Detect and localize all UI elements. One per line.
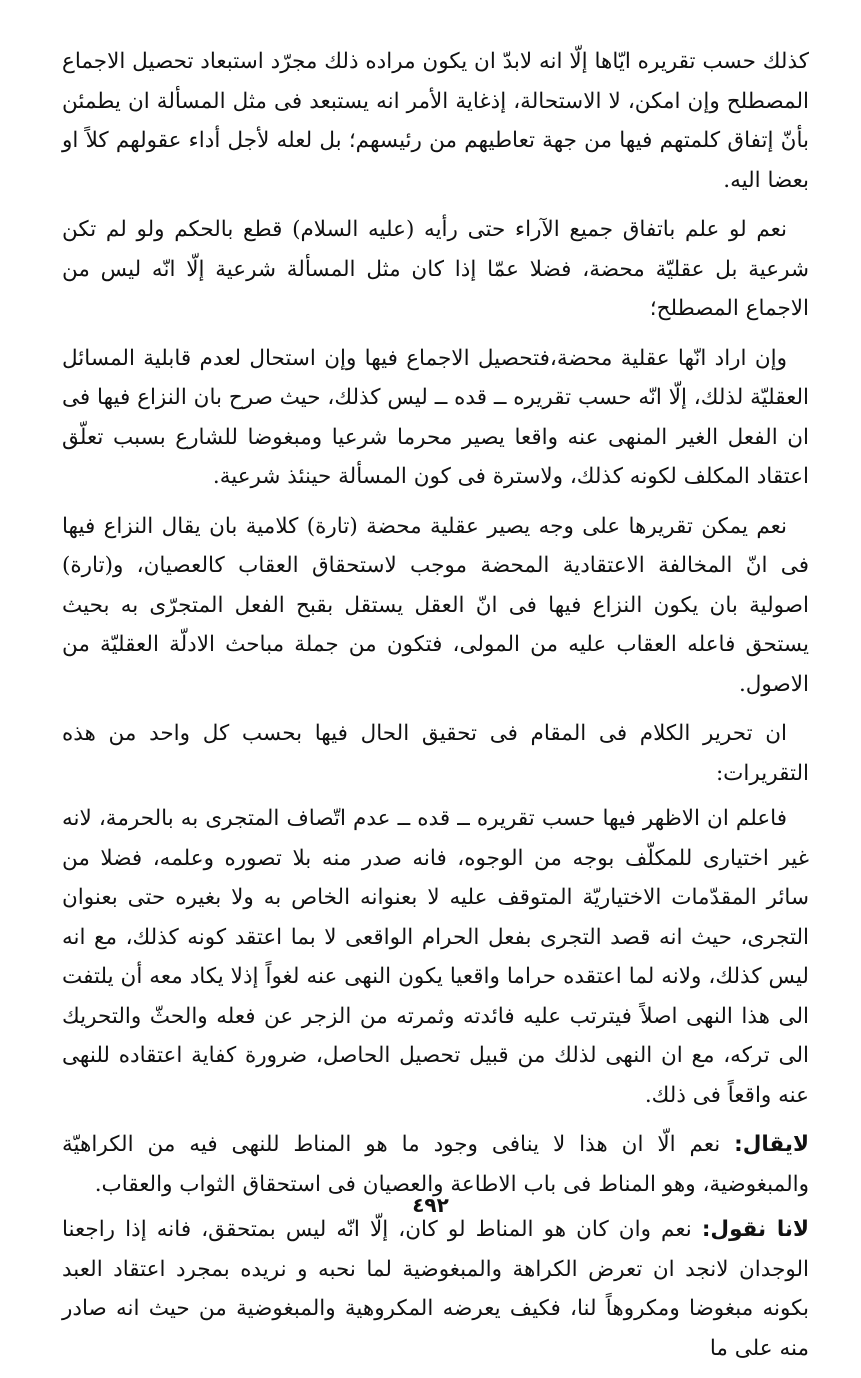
paragraph-1-text: كذلك حسب تقريره ايّاها إلّا انه لابدّ ان يكون مراده ذلك مجرّد استبعاد تحصيل الاجماع المصطلح وإن امكن، لا الاستحالة، إذغاية الأمر انه يستبعد فى مثل المسألة ان يطمئن بأنّ إتفاق كلمتهم فيها من جهة تعاطيهم من رئيسهم؛ بل لعله لأجل أداء عقولهم كلاً او بعضا اليه. — [62, 49, 809, 193]
reply-lead: لانا نقول: — [701, 1217, 809, 1242]
paragraph-8 — [62, 1210, 809, 1368]
paragraph-7-text: نعم الّا ان هذا لا ينافى وجود ما هو المناط للنهى فيه من الكراهيّة والمبغوضية، وهو المناط فى باب الاطاعة والعصيان فى استحقاق الثواب والعقاب. — [62, 1132, 809, 1197]
document-page — [62, 42, 809, 1378]
paragraph-5 — [62, 714, 809, 793]
paragraph-3 — [62, 339, 809, 497]
paragraph-2 — [62, 210, 809, 329]
objection-lead: لايقال: — [734, 1132, 809, 1157]
paragraph-2-text: نعم لو علم باتفاق جميع الآراء حتى رأيه (عليه السلام) قطع بالحكم ولو لم تكن شرعية بل عقليّة محضة، فضلا عمّا إذا كان مثل المسألة شرعية إلّا انّه ليس من الاجماع المصطلح؛ — [62, 217, 809, 321]
paragraph-4 — [62, 507, 809, 705]
paragraph-6-text: فاعلم ان الاظهر فيها حسب تقريره ــ قده ــ عدم اتّصاف المتجرى به بالحرمة، لانه غير اختيارى للمكلّف بوجه من الوجوه، فانه صدر منه بلا تصوره وعلمه، فضلا من سائر المقدّمات الاختياريّة المتوقف عليه لا بعنوانه الخاص به ولا بغيره حتى بعنوان التجرى، حيث انه قصد التجرى بفعل الحرام الواقعى لا بما اعتقد كونه كذلك، مع انه ليس كذلك، ولانه لما اعتقده حراما واقعيا يكون النهى عنه لغواً إذلا يكاد معه أن يلتفت الى هذا النهى اصلاً فيترتب عليه فائدته وثمرته من الزجر عن فعله والحثّ والتحريك الى تركه، مع ان النهى لذلك من قبيل تحصيل الحاصل، ضرورة كفاية اعتقاده للنهى عنه واقعاً فى ذلك. — [62, 806, 809, 1108]
paragraph-4-text: نعم يمكن تقريرها على وجه يصير عقلية محضة (تارة) كلامية بان يقال النزاع فيها فى انّ المخالفة الاعتقادية المحضة موجب لاستحقاق العقاب كالعصيان، و(تارة) اصولية بان يكون النزاع فيها فى انّ العقل يستقل بقبح الفعل المتجرّى به بحيث يستحق فاعله العقاب عليه من المولى، فتكون من جملة مباحث الادلّة العقليّة من الاصول. — [62, 513, 809, 697]
paragraph-1 — [62, 42, 809, 200]
paragraph-3-text: وإن اراد انّها عقلية محضة،فتحصيل الاجماع فيها وإن استحال لعدم قابلية المسائل العقليّة لذلك، إلّا انّه حسب تقريره ــ قده ــ ليس كذلك، حيث صرح بان النزاع فيها فى ان الفعل الغير المنهى عنه واقعا يصير محرما شرعيا ومبغوضا للشارع بسبب تعلّق اعتقاد المكلف لكونه كذلك، ولاسترة فى كون المسألة حينئذ شرعية. — [62, 345, 809, 489]
paragraph-6 — [62, 799, 809, 1115]
paragraph-8-text: نعم وان كان هو المناط لو كان، إلّا انّه ليس بمتحقق، فانه إذا راجعنا الوجدان لانجد ان تعرض الكراهة والمبغوضية لما نحبه و نريده بمجرد اعتقاد العبد بكونه مبغوضا ومكروهاً لنا، فكيف يعرضه المكروهية والمبغوضية من حيث انه صادر منه على ما — [62, 1217, 809, 1361]
page-number: ٤٩٢ — [412, 1193, 449, 1217]
paragraph-5-text: ان تحرير الكلام فى المقام فى تحقيق الحال فيها بحسب كل واحد من هذه التقريرات: — [62, 721, 809, 786]
